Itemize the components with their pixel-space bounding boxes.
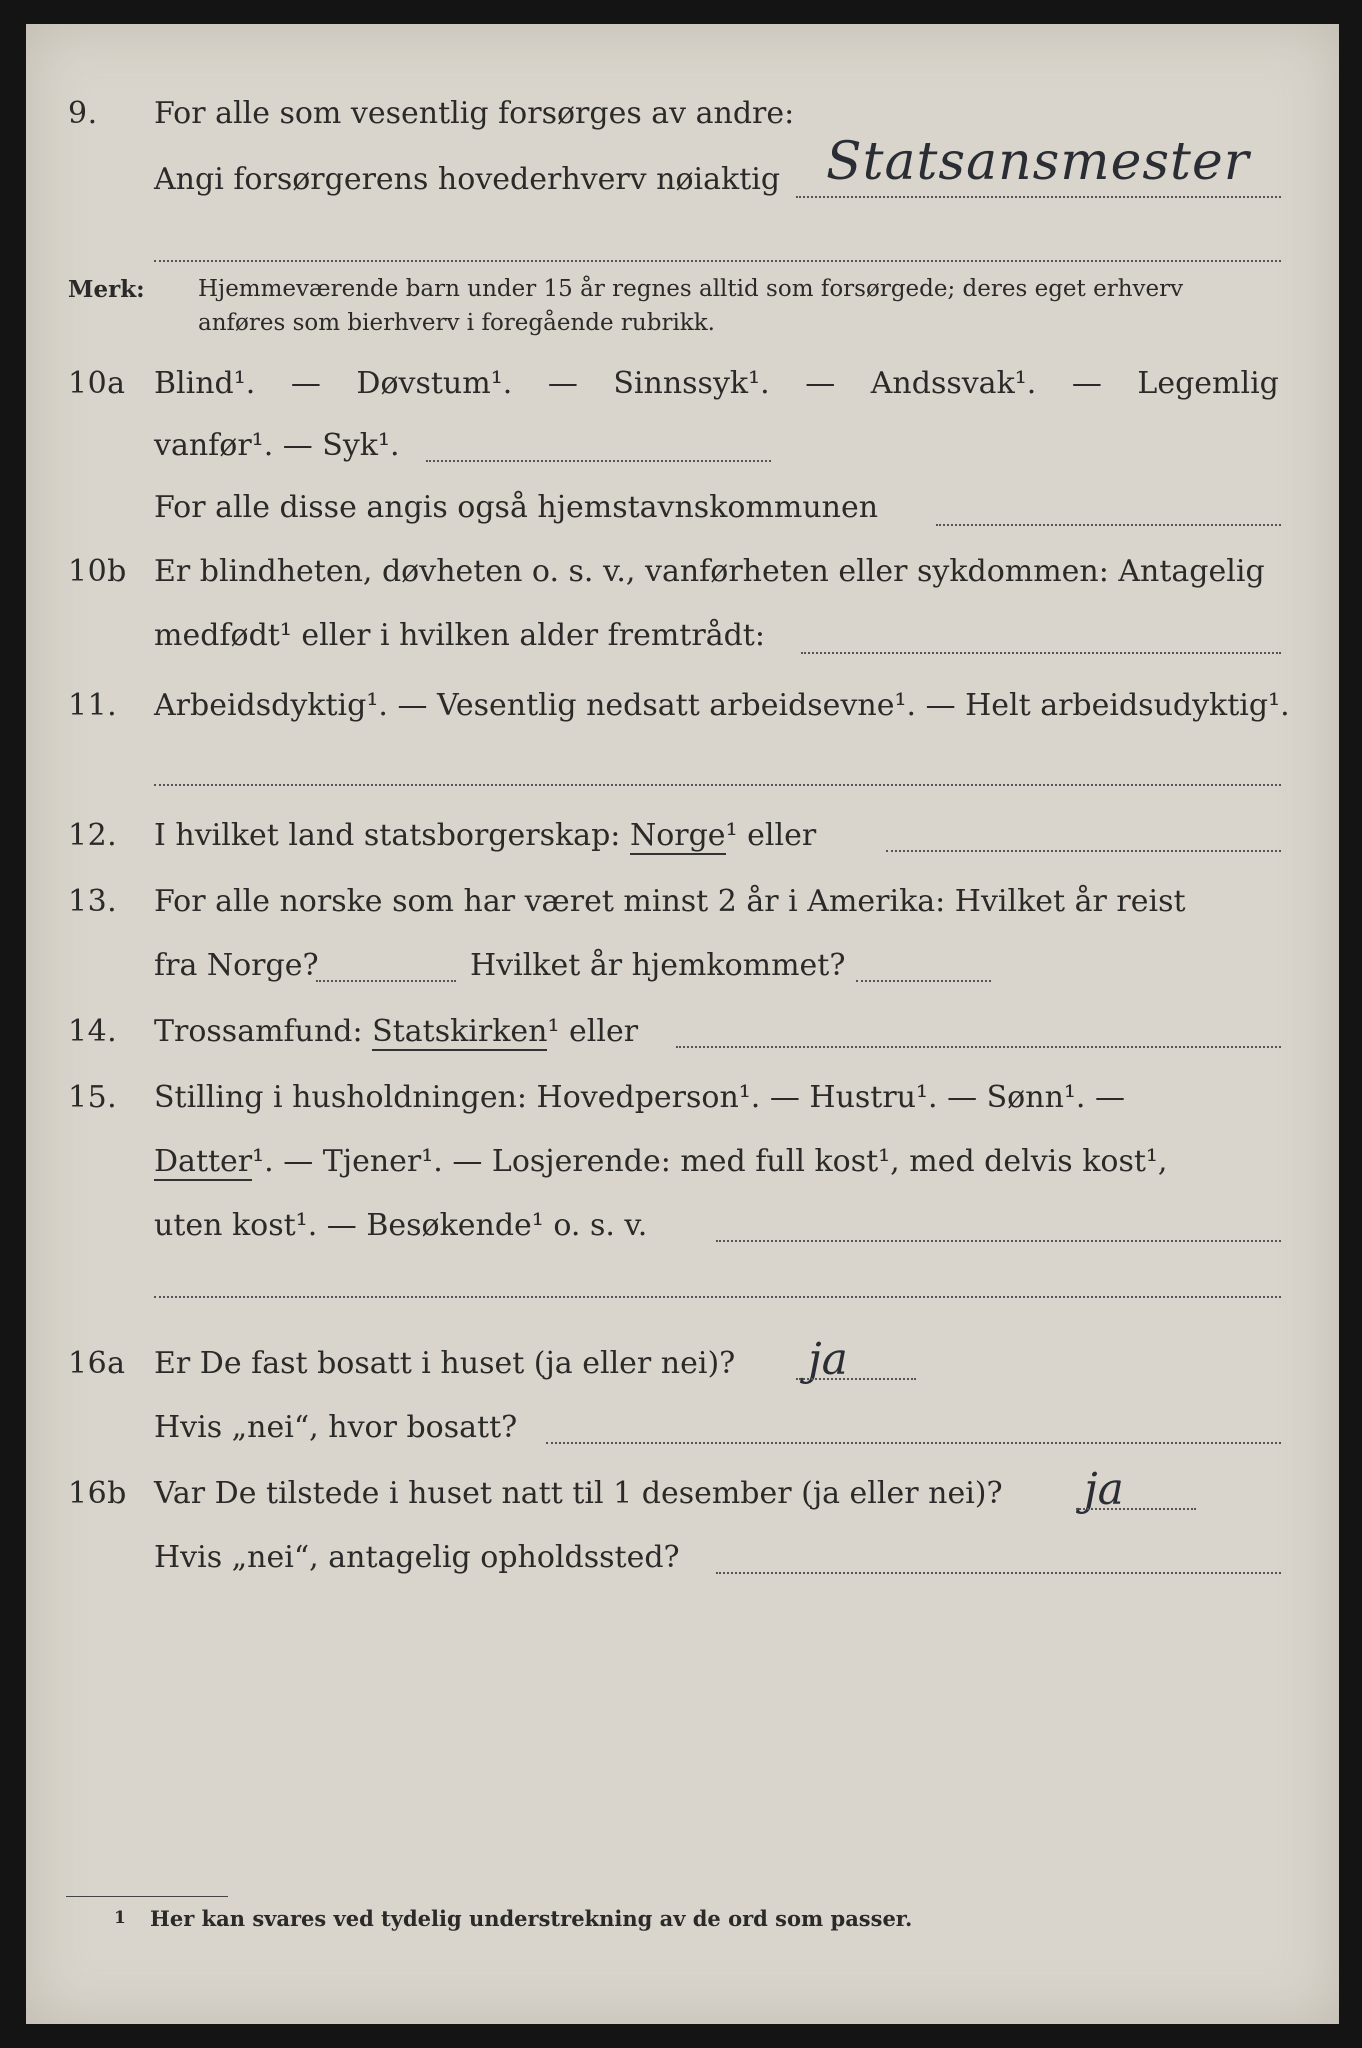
question-text: Arbeidsdyktig¹. — Vesentlig nedsatt arbeidsevne¹. — Helt arbeidsudyktig¹. — [154, 688, 1290, 723]
option-datter[interactable]: Datter — [154, 1144, 253, 1179]
answer-line[interactable] — [716, 1240, 1281, 1242]
note-label: Merk: — [68, 276, 145, 303]
question-text: vanfør¹. — Syk¹. — [154, 428, 400, 463]
note-text: Hjemmeværende barn under 15 år regnes alltid som forsørgede; deres eget erhverv — [198, 276, 1184, 302]
question-number: 11. — [68, 688, 118, 723]
question-number: 16b — [68, 1476, 127, 1511]
question-text: Hvilket år hjemkommet? — [470, 948, 846, 983]
question-text — [154, 1144, 1167, 1179]
option-statskirken[interactable]: Statskirken — [372, 1014, 548, 1049]
answer-line[interactable] — [676, 1046, 1281, 1048]
answer-line[interactable] — [546, 1442, 1281, 1444]
dash: — — [1071, 366, 1102, 401]
option-norge[interactable]: Norge — [629, 818, 726, 853]
option-sinnssyk[interactable]: Sinnssyk¹. — [613, 366, 770, 401]
question-prefix: Trossamfund: — [154, 1014, 363, 1049]
question-text: Hvis „nei“, hvor bosatt? — [154, 1410, 518, 1445]
census-form-page — [26, 24, 1339, 2024]
answer-line[interactable] — [154, 784, 1281, 786]
question-suffix: ¹ eller — [547, 1014, 639, 1049]
note-text: anføres som bierhverv i foregående rubrikk. — [198, 310, 715, 336]
handwritten-answer: ja — [1084, 1464, 1124, 1515]
question-number: 16a — [68, 1346, 126, 1381]
question-text: fra Norge? — [154, 948, 319, 983]
option-andssvak[interactable]: Andssvak¹. — [870, 366, 1037, 401]
dash: — — [290, 366, 321, 401]
answer-line[interactable] — [936, 524, 1281, 526]
option-legemlig[interactable]: Legemlig — [1137, 366, 1279, 401]
handwritten-answer: Statsansmester — [826, 132, 1250, 192]
question-number: 9. — [68, 96, 98, 131]
question-number: 12. — [68, 818, 118, 853]
question-text: Er De fast bosatt i huset (ja eller nei)? — [154, 1346, 736, 1381]
answer-line[interactable] — [801, 652, 1281, 654]
question-number: 10b — [68, 554, 127, 589]
answer-line[interactable] — [886, 850, 1281, 852]
question-text: Stilling i husholdningen: Hovedperson¹. — Hustru¹. — Sønn¹. — — [154, 1080, 1125, 1115]
answer-line[interactable] — [716, 1572, 1281, 1574]
footnote-text: Her kan svares ved tydelig understrekning av de ord som passer. — [150, 1906, 913, 1931]
answer-line[interactable] — [426, 460, 771, 462]
option-blind[interactable]: Blind¹. — [154, 366, 256, 401]
dash: — — [805, 366, 836, 401]
question-text: uten kost¹. — Besøkende¹ o. s. v. — [154, 1208, 648, 1243]
footnote-mark: 1 — [114, 1908, 126, 1928]
question-options — [154, 366, 1279, 401]
question-text — [154, 818, 816, 853]
question-number: 10a — [68, 366, 126, 401]
question-number: 15. — [68, 1080, 118, 1115]
answer-line[interactable] — [316, 980, 456, 982]
question-number: 14. — [68, 1014, 118, 1049]
answer-line[interactable] — [1076, 1508, 1196, 1510]
answer-line[interactable] — [856, 980, 991, 982]
footnote-divider — [66, 1896, 228, 1897]
answer-line[interactable] — [154, 260, 1281, 262]
dash: — — [547, 366, 578, 401]
question-text: Er blindheten, døvheten o. s. v., vanførheten eller sykdommen: Antagelig — [154, 554, 1265, 589]
handwritten-answer: ja — [808, 1334, 848, 1385]
question-text: Var De tilstede i huset natt til 1 desember (ja eller nei)? — [154, 1476, 1003, 1511]
question-text-rest: ¹. — Tjener¹. — Losjerende: med full kost¹, med delvis kost¹, — [252, 1144, 1168, 1179]
option-dovstum[interactable]: Døvstum¹. — [356, 366, 513, 401]
answer-line[interactable] — [154, 1296, 1281, 1298]
question-text: medfødt¹ eller i hvilken alder fremtrådt: — [154, 618, 765, 653]
answer-line[interactable] — [796, 1378, 916, 1380]
question-text — [154, 1014, 638, 1049]
question-text: Hvis „nei“, antagelig opholdssted? — [154, 1540, 680, 1575]
question-text: For alle norske som har været minst 2 år i Amerika: Hvilket år reist — [154, 884, 1186, 919]
answer-line[interactable] — [796, 196, 1281, 198]
question-number: 13. — [68, 884, 118, 919]
question-text: For alle disse angis også hjemstavnskommunen — [154, 490, 879, 525]
question-prefix: I hvilket land statsborgerskap: — [154, 818, 621, 853]
question-text: For alle som vesentlig forsørges av andre: — [154, 96, 795, 131]
question-suffix: ¹ eller — [725, 818, 817, 853]
question-text: Angi forsørgerens hovederhverv nøiaktig — [154, 162, 781, 197]
